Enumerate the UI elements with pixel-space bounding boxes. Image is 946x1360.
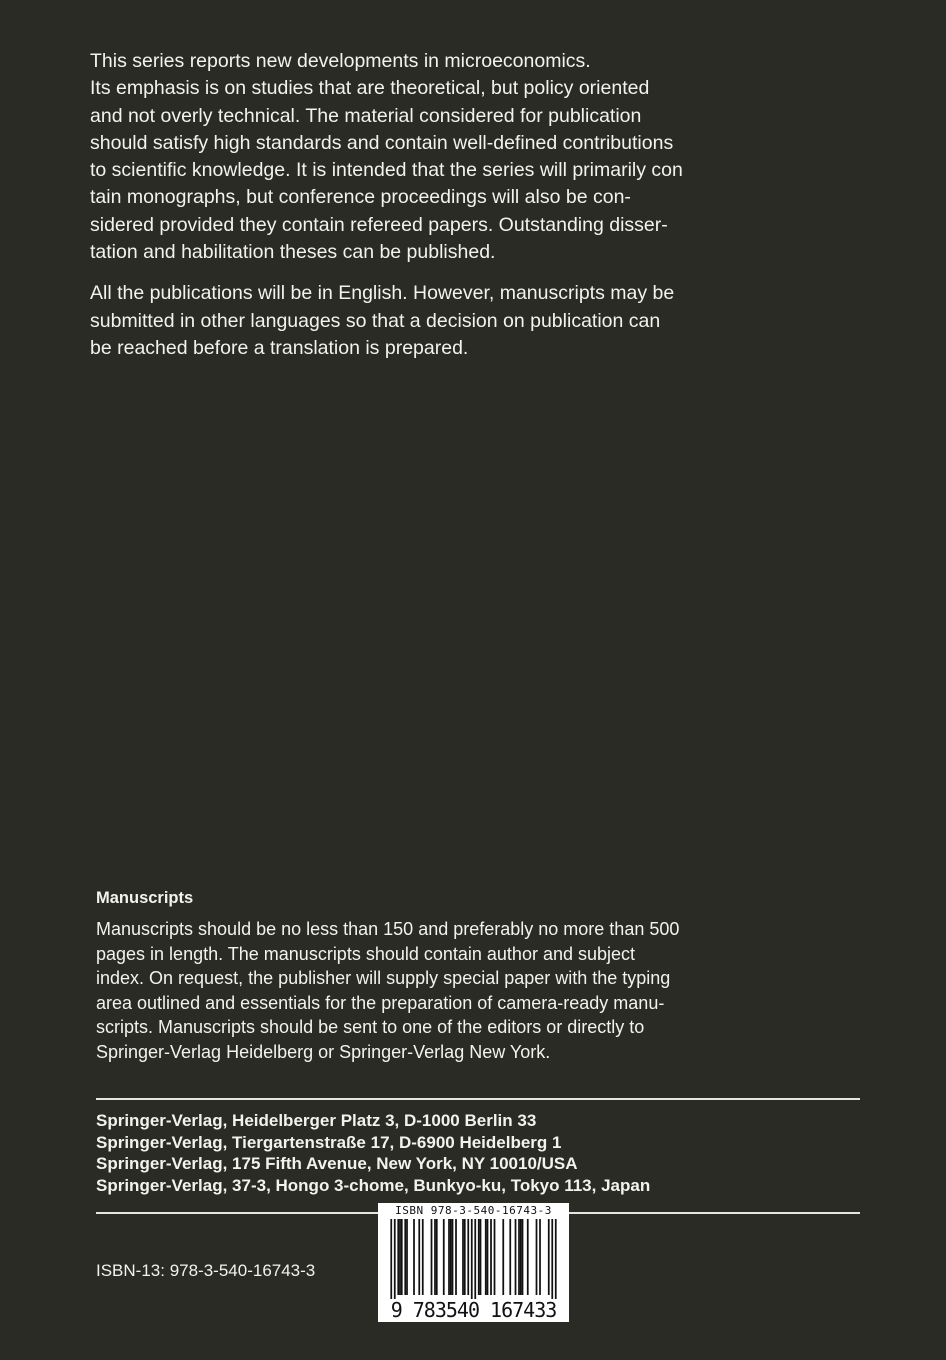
barcode-bar — [478, 1219, 480, 1295]
manuscripts-heading: Manuscripts — [96, 889, 194, 907]
description-paragraph-2 — [90, 280, 790, 362]
description-line: should satisfy high standards and contain well-defined contributions — [90, 131, 674, 154]
isbn-label: ISBN-13: 978-3-540-16743-3 — [96, 1261, 316, 1280]
isbn-barcode — [378, 1203, 569, 1322]
barcode-bar — [413, 1219, 415, 1295]
description-line: submitted in other languages so that a decision on publication can — [90, 309, 661, 332]
barcode-bar — [520, 1219, 522, 1295]
barcode-bar — [494, 1219, 496, 1295]
description-line: to scientific knowledge. It is intended that the series will primarily con — [90, 159, 683, 182]
publisher-addresses — [96, 1110, 856, 1197]
barcode-bar — [471, 1219, 473, 1299]
description-line: All the publications will be in English. However, manuscripts may be — [90, 282, 675, 305]
manuscripts-section — [96, 887, 836, 1065]
barcode-bar — [555, 1219, 557, 1299]
barcode-bar — [450, 1219, 452, 1295]
series-description — [90, 48, 790, 362]
barcode-bar — [422, 1219, 424, 1295]
description-line: and not overly technical. The material considered for publication — [90, 104, 642, 127]
barcode-bar — [448, 1219, 450, 1295]
barcode-bar — [399, 1219, 401, 1295]
description-line: Its emphasis is on studies that are theoretical, but policy oriented — [90, 77, 650, 100]
address-new-york: Springer-Verlag, 175 Fifth Avenue, New York, NY 10010/USA — [96, 1154, 578, 1174]
barcode-bar — [431, 1219, 433, 1295]
barcode-bar — [548, 1219, 550, 1295]
address-berlin: Springer-Verlag, Heidelberger Platz 3, D-1000 Berlin 33 — [96, 1111, 537, 1130]
barcode-bar — [464, 1219, 466, 1295]
barcode-bar — [406, 1219, 408, 1295]
description-line: tain monographs, but conference proceedings will also be con- — [90, 186, 631, 209]
barcode-bar — [401, 1219, 403, 1295]
barcode-isbn-text: ISBN 978-3-540-16743-3 — [395, 1204, 552, 1217]
barcode-bar — [518, 1219, 520, 1295]
barcode-bar — [397, 1219, 399, 1295]
barcode-bar — [515, 1219, 517, 1295]
description-line: sidered provided they contain refereed papers. Outstanding disser- — [90, 213, 668, 236]
barcode-bar — [467, 1219, 469, 1295]
description-line: This series reports new developments in microeconomics. — [90, 50, 591, 72]
barcode-bar — [522, 1219, 524, 1295]
barcode-bar — [452, 1219, 454, 1295]
manuscripts-line: scripts. Manuscripts should be sent to one of the editors or directly to — [96, 1017, 645, 1038]
description-line: tation and habilitation theses can be published. — [90, 241, 496, 264]
barcode-bar — [536, 1219, 538, 1295]
manuscripts-line: Manuscripts should be no less than 150 and preferably no more than 500 — [96, 919, 680, 939]
barcode-bar — [436, 1219, 438, 1295]
barcode-bar — [462, 1219, 464, 1295]
manuscripts-line: area outlined and essentials for the preparation of camera-ready manu- — [96, 992, 665, 1013]
barcode-bar — [539, 1219, 541, 1295]
manuscripts-text — [96, 917, 836, 1065]
address-heidelberg: Springer-Verlag, Tiergartenstraße 17, D-6900 Heidelberg 1 — [96, 1132, 562, 1152]
description-paragraph-1 — [90, 48, 790, 266]
barcode-bar — [474, 1219, 476, 1299]
manuscripts-line: pages in length. The manuscripts should contain author and subject — [96, 943, 636, 964]
barcode-bar — [487, 1219, 489, 1295]
barcode-bar — [485, 1219, 487, 1295]
barcode-bar — [490, 1219, 492, 1295]
barcode-bar — [418, 1219, 420, 1295]
manuscripts-line: Springer-Verlag Heidelberg or Springer-Verlag New York. — [96, 1041, 551, 1062]
barcode-bar — [527, 1219, 529, 1295]
barcode-bars — [378, 1219, 569, 1299]
barcode-bar — [434, 1219, 436, 1295]
barcode-bar — [394, 1219, 396, 1299]
address-tokyo: Springer-Verlag, 37-3, Hongo 3-chome, Bunkyo-ku, Tokyo 113, Japan — [96, 1176, 651, 1196]
manuscripts-line: index. On request, the publisher will supply special paper with the typing — [96, 968, 671, 989]
barcode-bar — [404, 1219, 406, 1295]
divider-top — [96, 1098, 860, 1100]
description-line: be reached before a translation is prepared. — [90, 336, 469, 359]
barcode-bar — [455, 1219, 457, 1295]
barcode-bar — [502, 1219, 504, 1295]
barcode-bar — [509, 1219, 511, 1295]
barcode-bar — [480, 1219, 482, 1295]
barcode-digits: 9 783540 167433 — [390, 1298, 557, 1322]
barcode-bar — [390, 1219, 392, 1299]
barcode-bar — [443, 1219, 445, 1295]
barcode-bar — [551, 1219, 553, 1299]
